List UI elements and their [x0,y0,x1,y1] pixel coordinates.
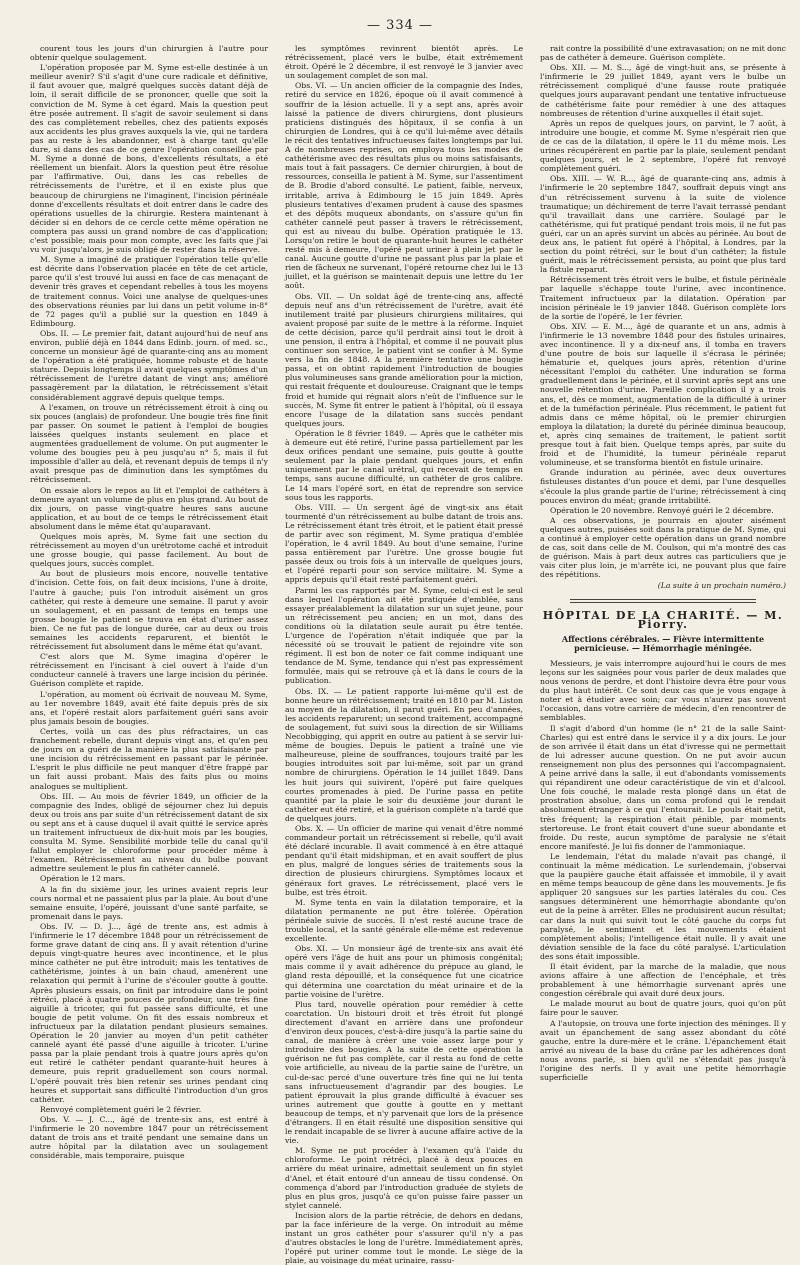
column-right-bottom [540,659,786,1082]
paragraph: Grande induration au périnée, avec deux ouvertures fistuleuses distantes d'un pouce et demi, par l'une desquelles s'écoule la plus grande partie de l'urine; rétrécissement à cinq pouces environ du méat; grande irritabilité. [540,468,786,505]
page-number: — 334 — [366,18,434,33]
paragraph: Certes, voilà un cas des plus réfractaires, un cas franchement rebelle, durant depuis vingt ans, et qu'en peu de jours on a guéri de la manière la plus satisfaisante par une incision du rétrécissement en passant par le périnée. L'esprit le plus difficile ne peut manquer d'être frappé par un fait aussi probant. Mais des faits plus ou moins analogues se multiplient. [30,726,268,791]
paragraph: Il était évident, par la marche de la maladie, que nous avions affaire à une affection de l'encéphale, et très probablement à une hémorrhagie survenant après une congestion cérébrale qui avait duré deux jours. [540,962,786,999]
paragraph: Plus tard, nouvelle opération pour remédier à cette coarctation. Un bistouri droit et très étroit fut plongé directement d'avant en arrière dans une profondeur d'environ deux pouces, c'est-à-dire jusqu'à la partie saine du canal, de manière à créer une voie assez large pour y introduire des bougies. A la suite de cette opération la guérison ne fut pas complète, car il resta au fond de cette voie artificielle, au niveau de la partie saine de l'urètre, un cul-de-sac percé d'une ouverture très fine qui ne lui tenta sans infructueusement d'agrandir par des bougies. Le patient éprouvait la plus grande difficulté à évacuer ses urines autrement que goutte à goutte en y mettant beaucoup de temps, et n'y parvenait que lors de la présence d'étrangers. Il en était résulté une disposition sensitive qui le rendait incapable de se livrer à aucune affaire active de la vie. [285,999,523,1146]
paragraph: A l'examen, on trouve un rétrécissement étroit à cinq ou six pouces (anglais) de profondeur. Une bougie très fine finit par passer. On soumet le patient à l'emploi de bougies laissées quelques instants seulement en place et augmentées graduellement de volume. On put augmenter le volume des bougies peu à peu jusqu'au n° 5, mais il fut impossible d'aller au delà, et revenant depuis de temps il n'y avait presque pas de diminution dans les symptômes du rétrécissement. [30,402,268,485]
paragraph: C'est alors que M. Syme imagina d'opérer le rétrécissement en l'incisant à ciel ouvert à l'aide d'un conducteur cannelé à travers une large incision du périnée. Guérison complète et rapide. [30,652,268,689]
paragraph: A l'autopsie, on trouva une forte injection des méninges. Il y avait un épanchement de sang assez abondant du côté gauche, entre la dure-mère et le crâne. L'épanchement était arrivé au niveau de la base du crâne par les adhérences dont nous avons parlé, si bien qu'il ne s'étendait pas jusqu'à l'origine des nerfs. Il y avait une petite hémorrhagie superficielle [540,1018,786,1083]
section-title: HÔPITAL DE LA CHARITÉ. — M. Piorry. [542,608,784,631]
paragraph: Opération le 12 mars. [40,874,126,884]
column-right-top [540,44,786,579]
paragraph: Le malade mourut au bout de quatre jours, quoi qu'on pût faire pour le sauver. [540,999,786,1018]
paragraph: Obs. IV. — D. J..., âgé de trente ans, est admis à l'infirmerie le 17 décembre 1848 pour un rétrécissement de forme grave datant de cinq ans. Il y avait rétention d'urine depuis vingt-quatre heures avec incontinence, et le plus mince cathéter ne put être introduit; mais les tentatives de cathétérisme, jointes à un bain chaud, amenèrent une relaxation qui permit à l'urine de s'écouler goutte à goutte. Après plusieurs essais, on finit par introduire dans le point rétréci, placé à quatre pouces de profondeur, une très fine aiguille à tricoter, qui fut passée sans difficulté, et une bougie de petit volume. On fit des essais nombreux et infructueux par la dilatation pendant plusieurs semaines. Opération le 20 janvier au moyen d'un petit cathéter cannelé ayant été passé d'une aiguille à tricoter. L'urine passa par la plaie pendant trois à quatre jours après qu'on eut retiré le cathéter pendant quarante-huit heures à demeure, puis reprit graduellement son cours normal. L'opéré pouvait très bien retenir ses urines pendant cinq heures et supportait sans difficulté l'introduction d'un gros cathéter. [30,921,268,1104]
paragraph: Renvoyé complètement guéri le 2 février. [40,1104,202,1114]
paragraph: Obs. XII. — M. S..., âgé de vingt-huit ans, se présente à l'infirmerie le 29 juillet 1849, ayant vers le bulbe un rétrécissement compliqué d'une fausse route pratiquée quelques jours auparavant pendant une tentative infructueuse de cathétérisme faite pour remédier à une des attaques nombreuses de rétention d'urine auxquelles il était sujet. [540,63,786,118]
paragraph: Quelques mois après, M. Syme fait une section du rétrécissement au moyen d'un urétrotome caché et introduit une grosse bougie, qui passe facilement. Au bout de quelques jours, succès complet. [30,531,268,569]
paragraph: Messieurs, je vais interrompre aujourd'hui le cours de mes leçons sur les saignées pour vous parler de deux malades que nous venons de perdre, et dont l'histoire devra être pour vous du plus haut intérêt. Ce sont deux cas que je vous engage à noter et à étudier avec soin; car vous n'aurez pas souvent l'occasion, dans votre carrière de médecin, d'en rencontrer de semblables. [540,658,786,723]
continuation-note: (La suite à un prochain numéro.) [657,581,786,591]
paragraph: A la fin du sixième jour, les urines avaient repris leur cours normal et ne passaient plus par la plaie. Au bout d'une semaine ensuite, l'opéré, jouissant d'une santé parfaite, se promenait dans le pays. [30,884,268,921]
column-left [30,44,268,1164]
paragraph: rait contre la possibilité d'une extravasation; on ne mit donc pas de cathéter à demeure. Guérison complète. [540,44,786,63]
paragraph: A ces observations, je pourrais en ajouter aisément quelques autres, puisées soit dans la pratique de M. Syme, qui a continué à employer cette opération dans un grand nombre de cas, soit dans celle de M. Coulson, qui m'a montré des cas de guérison. Mais à part deux autres cas particuliers que je vais citer plus loin, je m'arrête ici, ne pouvant plus que faire des répétitions. [540,515,786,580]
section-rule-bottom [570,602,756,603]
paragraph: Après un repos de quelques jours, on parvint, le 7 août, à introduire une bougie, et comme M. Syme n'espérait rien que de ce cas de la dilatation, il opère le 11 du même mois. Les urines récupérèrent en partie par la plaie, seulement pendant quelques jours, et le 2 septembre, l'opéré fut renvoyé complètement guéri. [540,118,786,174]
paragraph: Obs. VI. — Un ancien officier de la compagnie des Indes, retiré du service en 1826, époque où il avait commencé à souffrir de la lésion actuelle. Il y a sept ans, après avoir laissé la patience de divers chirurgiens, dont plusieurs praticiens distingués des hôpitaux, il se confia à un chirurgien de Londres, qui à ce qu'il lui-même avec détails le récit des tentatives infructueuses faites longtemps par lui. A de nombreuses reprises, on employa tous les modes de cathétérisme avec des résultats plus ou moins satisfaisants, mais tout à fait passagers. Ce dernier chirurgien, à bout de ressources, conseilla le patient à M. Syme, sur l'assentiment de B. Brodie d'abord consulté. Le patient, faible, nerveux, irritable, arriva à Edimbourg le 15 juin 1849. Après plusieurs tentatives d'examen prudent à cause des spasmes et des dépôts muqueux abondants, on s'assure qu'un fin cathéter cannelé peut passer à travers le rétrécissement, qui est au niveau du bulbe. Opération pratiquée le 13. Lorsqu'on retire le bout de quarante-huit heures le cathéter resté mis à demeure, l'opéré peut uriner à plein jet par le canal. Aucune goutte d'urine ne passant plus par la plaie et rien de fâcheux ne survenant, l'opéré retourne chez lui le 13 juillet, et la guérison se maintenait depuis une lettre du 1er août. [285,81,523,291]
paragraph: Parmi les cas rapportés par M. Syme, celui-ci est le seul dans lequel l'opération ait été pratiquée d'emblée, sans essayer préalablement la dilatation sur un sujet jeune, pour un rétrécissement peu ancien; en un mot, dans des conditions où la dilatation seule aurait pu être tentée. L'urgence de l'opération n'était indiquée que par la nécessité où se trouvait le patient de rejoindre vite son régiment. Il est bon de noter ce fait comme indiquant une tendance de M. Syme, tendance qui n'est pas expressément formulée, mais qui se retrouve çà et là dans le cours de la publication. [285,585,523,686]
paragraph: L'opération, au moment où écrivait de nouveau M. Syme, au 1er novembre 1849, avait été faite depuis près de six ans, et l'opéré restait alors parfaitement guéri sans avoir plus jamais besoin de bougies. [30,689,268,726]
paragraph: Opération le 20 novembre. Renvoyé guéri le 2 décembre. [550,505,774,515]
paragraph: On essaie alors le repos au lit et l'emploi de cathéters à demeure ayant un volume de plus en plus grand. Au bout de dix jours, on passe vingt-quatre heures sans aucune application, et au bout de ce temps le rétrécissement était absolument dans le même état qu'auparavant. [30,485,268,531]
paragraph: M. Syme tenta en vain la dilatation temporaire, et la dilatation permanente ne put être tolérée. Opération périnéale suivie de succès. Il n'est resté aucune trace de trouble local, et la santé générale elle-même est redevenue excellente. [285,897,523,944]
paragraph: Opération le 8 février 1849. — Après que le cathéter mis à demeure eut été retiré, l'urine passa partiellement par les deux orifices pendant une semaine, puis goutte à goutte seulement par la plaie pendant quelques jours, et enfin uniquement par le canal urétral, qui recevait de temps en temps, sans aucune difficulté, un cathéter de gros calibre. Le 14 mars l'opéré sort, en état de reprendre son service sous tous les rapports. [285,428,523,502]
paragraph: M. Syme a imaginé de pratiquer l'opération telle qu'elle est décrite dans l'observation placée en tête de cet article, parce qu'il s'est trouvé lui aussi en face de cas menaçant de devenir très graves et cependant rebelles à tous les moyens de traitement connus. Voici une analyse de quelques-unes des observations réunies par lui dans un petit volume in-8° de 72 pages qu'il a publié sur la question en 1849 à Edimbourg. [30,255,268,328]
paragraph: Obs. XIV. — E. M..., âgé de quarante et un ans, admis à l'infirmerie le 13 novembre 1848 pour des fistules urinaires, avec incontinence. Il y a dix-neuf ans, il tomba en travers d'une poutre de bois sur laquelle il s'écrasa le périnée; hématurie et, quelques jours après, rétention d'urine nécessitant l'emploi du cathéter. Une induration se forma graduellement dans le périnée, et il survint après sept ans une nouvelle rétention d'urine. Pareille complication il y a trois ans, et, dès ce moment, augmentation de la difficulté à uriner et de la tuméfaction périnéale. Plus récemment, le patient fut admis dans ce même hôpital, où le premier chirurgien employa la dilatation; la dureté du périnée diminua beaucoup, et, après cinq semaines de traitement, le patient sortit presque tout à fait bien. Quelque temps après, par suite du froid et de l'humidité, la tumeur périnéale reparut volumineuse, et se transforma bientôt en fistule urinaire. [540,321,786,468]
section-rule-top [570,599,756,600]
paragraph: Il s'agit d'abord d'un homme (le n° 21 de la salle Saint-Charles) qui est entré dans le service il y a dix jours. Le jour de son arrivée il était dans un état d'ivresse qui ne permettait de lui adresser aucune question. On ne put avoir aucun renseignement non plus des personnes qui l'accompagnaient. A peine arrivé dans la salle, il eut d'abondants vomissements qui répandirent une odeur caractéristique de vin et d'alcool. Une fois couché, le malade resta plongé dans un état de prostration absolue, dans un coma profond qui le rendait absolument étranger à ce qui l'entourait. Le pouls était petit, très fréquent; la respiration était pénible, par moments stertoreuse. Le front était couvert d'une sueur abondante et froide. Du reste, aucun symptôme de paralysie ne s'était encore manifesté. Je lui fis donner de l'ammoniaque. [540,723,786,851]
column-middle [285,44,523,1265]
paragraph: Incision alors de la partie rétrécie, de dehors en dedans, par la face inférieure de la verge. On introduit au même instant un gros cathéter pour s'assurer qu'il n'y a pas d'autres obstacles le long de l'urètre. Immédiatement après, l'opéré put uriner comme tout le monde. Le siège de la plaie, au voisinage du méat urinaire, rassu- [285,1210,523,1265]
paragraph: Rétrécissement très étroit vers le bulbe, et fistule périnéale par laquelle s'échappe toute l'urine, avec incontinence. Traitement infructueux par la dilatation. Opération par incision périnéale le 19 janvier 1848. Guérison complète lors de la sortie de l'opéré, le 1er février. [540,275,786,321]
paragraph: Le lendemain, l'état du malade n'avait pas changé, il continuait la même médication. Le surlendemain, j'observai que la paupière gauche était affaissée et immobile, il y avait en même temps beaucoup de gêne dans les mouvements. Je fis appliquer 20 sangsues sur les parties latérales du cou. Ces sangsues déterminèrent une hémorrhagie abondante qu'on eut de la peine à arrêter. Elles ne produisirent aucun résultat; car dans la nuit qui suivit tout le côté gauche du corps fut paralysé, le sentiment et les mouvements étaient complètement abolis; l'intelligence était nulle. Il y avait une déviation sensible de la face du côté paralysé. L'articulation des sons était impossible. [540,851,786,961]
paragraph: L'opération proposée par M. Syme est-elle destinée à un meilleur avenir? S'il s'agit d'une cure radicale et définitive, il faut avouer que, malgré quelques succès datant déjà de loin, il serait difficile de se prononcer, quelle que soit la conviction de M. Syme à cet égard. Mais la question peut être posée autrement. Il s'agit de savoir seulement si dans des cas complètement rebelles, chez des patients exposés aux accidents les plus graves auxquels la vie, qui ne tardera pas au reste à les abandonner, est à charge tant qu'elle dure, si dans des cas de ce genre l'opération conseillée par M. Syme a donné de bons, d'excellents résultats, a été réellement un bienfait. Alors la question peut être résolue par l'affirmative. Oui, dans les cas rebelles de rétrécissements de l'urètre, et il en existe plus que beaucoup de chirurgiens ne l'imaginent, l'incision périnéale donne d'excellents résultats et doit entrer dans le cadre des opérations usuelles de la chirurgie. Restera maintenant à décider si en dehors de ce cercle cette même opération ne comptera pas aussi un grand nombre de cas d'application; c'est possible; mais pour mon compte, avec les faits que j'ai vu voir jusqu'alors, je suis obligé de rester dans la réserve. [30,63,268,255]
paragraph: M. Syme ne put procéder à l'examen qu'à l'aide du chloroforme. Le point rétréci, placé à deux pouces en arrière du méat urinaire, admettait seulement un fin stylet d'Anel, et était entouré d'un anneau de tissu condensé. On commença d'abord par l'introduction graduée de stylets de plus en plus gros, jusqu'à ce qu'on puisse faire passer un stylet cannelé. [285,1146,523,1210]
paragraph: Obs. V. — J. C..., âgé de trente-six ans, est entré à l'infirmerie le 20 novembre 1847 pour un rétrécissement datant de trois ans et traité pendant une semaine dans un autre hôpital par la dilatation avec un soulagement considérable, mais temporaire, puisque [30,1114,268,1161]
paragraph: Obs. XI. — Un monsieur âgé de trente-six ans avait été opéré vers l'âge de huit ans pour un phimosis congénital; mais comme il y avait adhérence du prépuce au gland, le gland resta dépouillé, et la conséquence fut une cicatrice qui détermina une coarctation du méat urinaire et de la partie voisine de l'urètre. [285,944,523,999]
column-right [540,44,786,1164]
paragraph: Au bout de plusieurs mois encore, nouvelle tentative d'incision. Cette fois, on fait deux incisions, l'une à droite, l'autre à gauche; puis l'on introduit aisément un gros cathéter, qui reste à demeure une semaine. Il parut y avoir un soulagement, et en passant de temps en temps une grosse bougie le patient se trouva en état d'uriner assez bien. Ce ne fut pas de longue durée, car au deux ou trois semaines les accidents reparurent, et bientôt le rétrécissement fut absolument dans le même état qu'avant. [30,569,268,652]
section-subtitle: Affections cérébrales. — Fièvre intermittente pernicieuse. — Hémorrhagie méningée. [561,633,765,653]
paragraph: Obs. II. — Le premier fait, datant aujourd'hui de neuf ans environ, publié déjà en 1844 dans Edinb. journ. of med. sc., concerne un monsieur âgé de quarante-cinq ans au moment de l'opération a été pratiquée, homme robuste et de haute stature. Depuis longtemps il avait quelques symptômes d'un rétrécissement de l'urètre datant de vingt ans; amélioré passagèrement par la dilatation, le rétrécissement s'était considérablement aggravé depuis quelque temps. [30,328,268,402]
paragraph: courent tous les jours d'un chirurgien à l'autre pour obtenir quelque soulagement. [30,44,268,63]
paragraph: Obs. XIII. — W. R..., âgé de quarante-cinq ans, admis à l'infirmerie le 20 septembre 1847, souffrait depuis vingt ans d'un rétrécissement survenu à la suite de violence traumatique; un déchirement de terre l'avait terrassé pendant qu'il travaillait dans une carrière. Soulagé par le cathétérisme, qui fut pratiqué pendant trois mois, il ne fut pas guéri, car un an après survint un abcès au périnée. Au bout de deux ans, le patient fut opéré à l'hôpital, à Londres, par la section du point rétréci, sur le bout d'un cathéter; la fistule guérit, mais le rétrécissement persista, au point que plus tard la fistule reparut. [540,174,786,275]
paragraph: Obs. X. — Un officier de marine qui venait d'être nommé commandeur portait un rétrécissement si rebelle, qu'il avait été déclaré incurable. Il avait commencé à en être attaqué pendant qu'il était midshipman, et en avait souffert de plus en plus, malgré de longues séries de traitements sous la direction de plusieurs chirurgiens. Symptômes locaux et généraux fort graves. Le rétrécissement, placé vers le bulbe, est très étroit. [285,823,523,897]
paragraph: Obs. VIII. — Un sergent âgé de vingt-six ans était tourmenté d'un rétrécissement au bulbe datant de trois ans. Le rétrécissement étant très étroit, et le patient était pressé de partir avec son régiment, M. Syme pratiqua d'emblée l'opération, le 4 avril 1849. Au bout d'une semaine, l'urine passa entièrement par l'urètre. Une grosse bougie fut passée deux ou trois fois à un intervalle de quelques jours, et l'opéré reparti pour son service militaire. M. Syme a appris depuis qu'il était resté parfaitement guéri. [285,502,523,585]
paragraph: Obs. III. — Au mois de février 1849, un officier de la compagnie des Indes, obligé de séjourner chez lui depuis deux ou trois ans par suite d'un rétrécissement datant de six ou sept ans et à cause duquel il avait quitté le service après un traitement infructueux de dix-huit mois par les bougies, consulta M. Syme. Sensibilité morbide telle du canal qu'il fallut employer le chloroforme pour procéder même à l'examen. Rétrécissement au niveau du bulbe pouvant admettre seulement le plus fin cathéter cannelé. [30,791,268,874]
paragraph: Obs. IX. — Le patient rapporte lui-même qu'il est de bonne heure un rétrécissement; traité en 1810 par M. Liston au moyen de la dilatation, il parut guéri. En peu d'années, les accidents reparurent; un second traitement, accompagné de soulagement, fut suivi sous la direction de sir Williams Necobbigging, qui apprit en outre au patient à se servir lui-même de bougies. Depuis le patient a traîné une vie malheureuse, pleine de souffrances, toujours traité par les bougies introduites soit par lui-même, soit par un grand nombre de chirurgiens. Opération le 14 juillet 1849. Dans les huit jours qui suivirent, l'opéré put faire quelques courtes promenades à pied. De l'urine passa en petite quantité par la plaie le soir du deuxième jour durant le cathéter eut été retiré, et la guérison complète n'a tardé que de quelques jours. [285,686,523,823]
paragraph: Obs. VII. — Un soldat âgé de trente-cinq ans, affecté depuis neuf ans d'un rétrécissement de l'urètre, avait été inutilement traité par plusieurs chirurgiens militaires, qui avaient proposé par suite de le mettre à la réforme. Inquiet de cette décision, parce qu'il perdrait ainsi tout le droit à une pension, il entra à l'hôpital, et comme il ne pouvait plus continuer son service, le patient vint se confier à M. Syme vers la fin de 1848. A la première tentative une bougie passa, et on obtint rapidement l'introduction de bougies plus volumineuses sans grande amélioration pour la miction, qui restait fréquente et douloureuse. Craignant que le temps froid et humide qui régnait alors n'eût de l'influence sur le succès, M. Syme fit entrer le patient à l'hôpital, où il essaya encore l'usage de la dilatation sans succès pendant quelques jours. [285,291,523,428]
paragraph: les symptômes revinrent bientôt après. Le rétrécissement, placé vers le bulbe, était extrêmement étroit. Opéré le 2 décembre, il est renvoyé le 3 janvier avec un soulagement complet de son mal. [285,44,523,81]
